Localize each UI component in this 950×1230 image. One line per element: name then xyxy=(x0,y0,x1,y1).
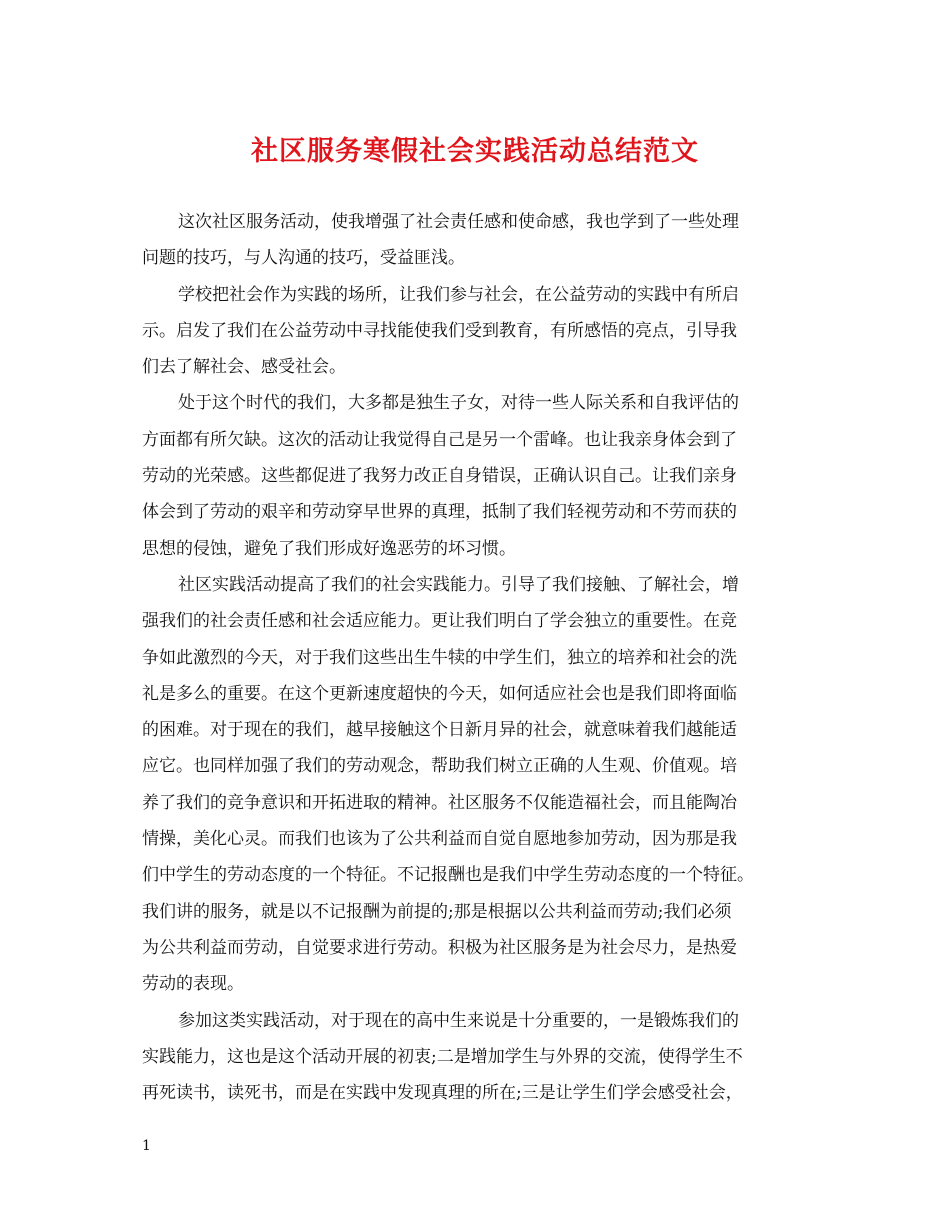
paragraph xyxy=(142,385,810,566)
paragraph-line: 问题的技巧，与人沟通的技巧，受益匪浅。 xyxy=(142,248,465,269)
paragraph-line: 争如此激烈的今天，对于我们这些出生牛犊的中学生们，独立的培养和社会的洗 xyxy=(142,647,737,668)
paragraph-line: 们去了解社会、感受社会。 xyxy=(142,357,346,378)
paragraph xyxy=(142,1003,810,1112)
document-title: 社区服务寒假社会实践活动总结范文 xyxy=(251,136,699,167)
paragraph xyxy=(142,567,810,1003)
paragraph-line: 劳动的光荣感。这些都促进了我努力改正自身错误，正确认识自己。让我们亲身 xyxy=(142,466,737,487)
page-number: 1 xyxy=(142,1138,151,1154)
paragraph-line: 示。启发了我们在公益劳动中寻找能使我们受到教育，有所感悟的亮点，引导我 xyxy=(142,320,737,341)
paragraph-line: 们中学生的劳动态度的一个特征。不记报酬也是我们中学生劳动态度的一个特征。 xyxy=(142,865,754,886)
paragraph-line: 我们讲的服务，就是以不记报酬为前提的;那是根据以公共利益而劳动;我们必须 xyxy=(142,901,732,922)
paragraph-line: 方面都有所欠缺。这次的活动让我觉得自己是另一个雷峰。也让我亲身体会到了 xyxy=(142,429,737,450)
paragraph-line: 社区实践活动提高了我们的社会实践能力。引导了我们接触、了解社会，增 xyxy=(178,574,739,595)
paragraph-line: 实践能力，这也是这个活动开展的初衷;二是增加学生与外界的交流，使得学生不 xyxy=(142,1046,743,1067)
paragraph-line: 学校把社会作为实践的场所，让我们参与社会，在公益劳动的实践中有所启 xyxy=(178,284,739,305)
paragraph-line: 思想的侵蚀，避免了我们形成好逸恶劳的坏习惯。 xyxy=(142,538,516,559)
document-body xyxy=(142,204,810,1111)
paragraph-line: 应它。也同样加强了我们的劳动观念，帮助我们树立正确的人生观、价值观。培 xyxy=(142,756,737,777)
paragraph-line: 再死读书，读死书，而是在实践中发现真理的所在;三是让学生们学会感受社会， xyxy=(142,1083,743,1104)
paragraph-line: 体会到了劳动的艰辛和劳动穿早世界的真理，抵制了我们轻视劳动和不劳而获的 xyxy=(142,502,737,523)
paragraph-line: 这次社区服务活动，使我增强了社会责任感和使命感，我也学到了一些处理 xyxy=(178,212,739,232)
paragraph-line: 强我们的社会责任感和社会适应能力。更让我们明白了学会独立的重要性。在竞 xyxy=(142,611,737,632)
paragraph-line: 为公共利益而劳动，自觉要求进行劳动。积极为社区服务是为社会尽力，是热爱 xyxy=(142,937,737,958)
paragraph-line: 处于这个时代的我们，大多都是独生子女，对待一些人际关系和自我评估的 xyxy=(178,393,739,414)
paragraph-line: 养了我们的竞争意识和开拓进取的精神。社区服务不仅能造福社会，而且能陶冶 xyxy=(142,792,737,813)
paragraph-line: 的困难。对于现在的我们，越早接触这个日新月异的社会，就意味着我们越能适 xyxy=(142,720,737,741)
paragraph-line: 参加这类实践活动，对于现在的高中生来说是十分重要的，一是锻炼我们的 xyxy=(178,1010,739,1031)
paragraph-line: 礼是多么的重要。在这个更新速度超快的今天，如何适应社会也是我们即将面临 xyxy=(142,683,737,704)
paragraph-line: 情操，美化心灵。而我们也该为了公共利益而自觉自愿地参加劳动，因为那是我 xyxy=(142,829,737,850)
paragraph xyxy=(142,204,810,277)
paragraph xyxy=(142,277,810,386)
paragraph-line: 劳动的表现。 xyxy=(142,974,244,995)
